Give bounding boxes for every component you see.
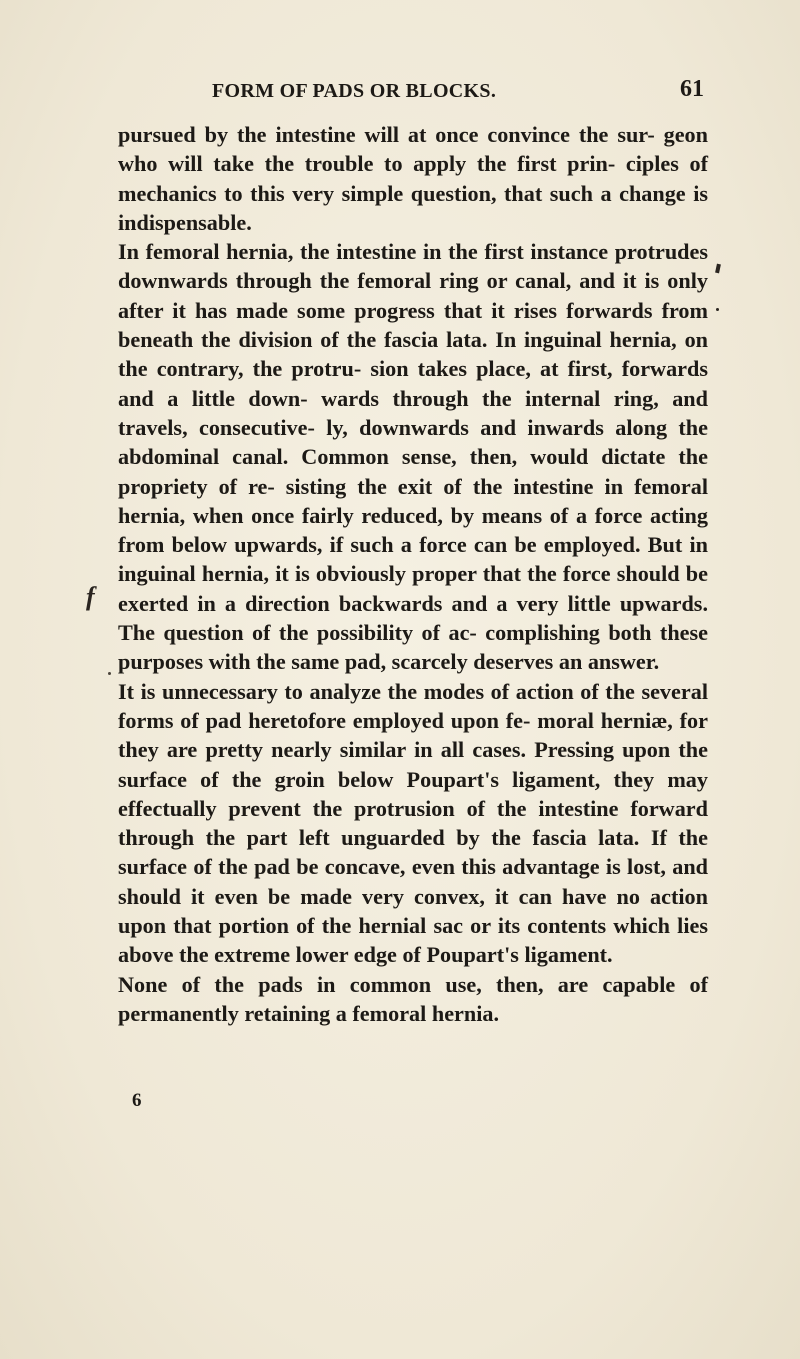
ink-speck: [108, 672, 111, 675]
paragraph-1: pursued by the intestine will at once convince the sur- geon who will take the trouble to apply the first prin- ciples of mechanics to this very simple question, that such a change is indispensable.: [118, 122, 708, 235]
paragraph-2: In femoral hernia, the intestine in the first instance protrudes downwards through the femoral ring or canal, and it is only after it has made some progress that it rises forwards from beneath the division of the fascia lata. In inguinal hernia, on the contrary, the protru- sion takes place, at first, forwards and a little down- wards through the internal ring, and travels, consecutive- ly, downwards and inwards along the abdominal canal. Common sense, then, would dictate the propriety of re- sisting the exit of the intestine in femoral hernia, when once fairly reduced, by means of a force acting from below upwards, if such a force can be employed. But in inguinal hernia, it is obviously proper that the force should be exerted in a direction backwards and a very little upwards. The question of the possibility of ac- complishing both these purposes with the same pad, scarcely deserves an answer.: [118, 239, 708, 675]
signature-mark: 6: [132, 1090, 142, 1111]
body-text: [118, 120, 708, 1028]
margin-mark: f: [86, 582, 95, 611]
paragraph-3: It is unnecessary to analyze the modes of action of the several forms of pad heretofore employed upon fe- moral herniæ, for they are pretty nearly similar in all cases. Pressing upon the surface of the groin below Poupart's ligament, they may effectually prevent the protrusion of the intestine forward through the part left unguarded by the fascia lata. If the surface of the pad be concave, even this advantage is lost, and should it even be made very convex, it can have no action upon that portion of the hernial sac or its contents which lies above the extreme lower edge of Poupart's ligament.: [118, 678, 708, 968]
margin-tick: [715, 264, 721, 274]
running-head: FORM OF PADS OR BLOCKS.: [212, 80, 497, 102]
paragraph-4: None of the pads in common use, then, are capable of permanently retaining a femoral hernia.: [118, 971, 708, 1026]
ink-speck: [716, 308, 719, 311]
page-number: 61: [680, 76, 704, 102]
